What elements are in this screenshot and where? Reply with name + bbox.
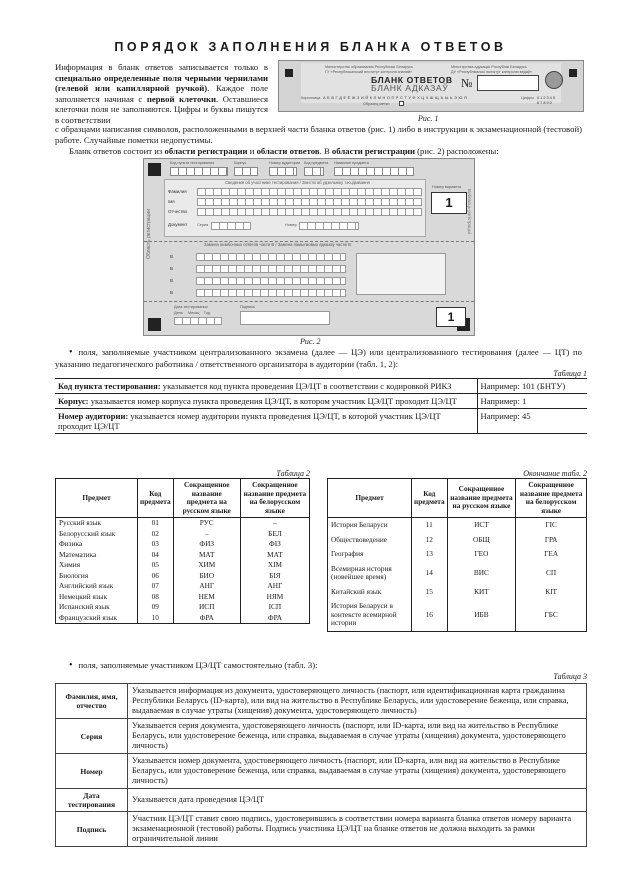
cell-subject: Французский язык — [56, 613, 138, 624]
cell-ru-abbr: НЕМ — [173, 592, 240, 603]
cell-subject: История Беларуси в контексте всемирной истории — [328, 599, 412, 631]
structure-bold-text: области ответов — [256, 146, 320, 156]
col-label-room: Номер аудитории — [269, 161, 301, 165]
cell-code: 14 — [412, 562, 448, 585]
table-row — [56, 789, 587, 812]
cell-code: 15 — [412, 585, 448, 600]
cell-code: 13 — [412, 547, 448, 562]
cell-code: 07 — [138, 581, 174, 592]
table-cell: Например: 45 — [477, 409, 587, 434]
mark-sample-label: Образец метки — [363, 102, 390, 106]
label-series: Серия — [197, 223, 209, 227]
cell-code: 12 — [412, 533, 448, 548]
row-description: Указывается серия документа, удостоверяющего личность (паспорт, или ID-карта, или вид на жительство в Республике Беларусь, или удостоверение беженца, или справка, выдаваемая в случае утраты (хищения) документа, удостоверяющего личность) — [128, 719, 587, 754]
header-subject: Предмет — [56, 479, 138, 518]
registration-mark — [148, 163, 161, 176]
cell-by-abbr: КІТ — [516, 585, 587, 600]
cell-ru-abbr: ВИС — [447, 562, 516, 585]
page-title: ПОРЯДОК ЗАПОЛНЕНИЯ БЛАНКА ОТВЕТОВ — [114, 40, 507, 54]
figure-2-caption: Рис. 2 — [300, 337, 321, 346]
figure-2-registration-area — [143, 158, 475, 336]
intro-bold-text: специально определенные поля черными чернилами (гелевой или капиллярной ручкой) — [55, 72, 268, 94]
row-heading: Номер — [56, 754, 128, 789]
participant-header: Сведения об участнике тестирования / Звесткі аб удзельніку тэсціравання — [225, 180, 370, 185]
col-label-building: Корпус — [234, 161, 247, 165]
cell-subject: Биология — [56, 571, 138, 582]
cell-code: 01 — [138, 518, 174, 529]
table-2-continuation — [327, 478, 587, 632]
registration-mark — [148, 318, 161, 331]
replace-field — [196, 289, 346, 297]
table-row — [328, 518, 587, 533]
table-cell: Например: 1 — [477, 394, 587, 409]
table-row — [328, 533, 587, 548]
digits-sample-2: 6 7 8 9 0 — [537, 101, 552, 105]
table-row — [56, 529, 310, 540]
table-row — [55, 379, 587, 394]
row-description: Участник ЦЭ/ЦТ ставит свою подпись, удостоверившись в соответствии номера варианта бланка ответов номеру варианта экзаменационной (тестовой) работы. Подпись участника ЦЭ/ЦТ на бланке ответов не должна выходить за рамки ограничительной линии — [128, 812, 587, 847]
description: указывается номер корпуса пункта проведения ЦЭ/ЦТ, в котором участник ЦЭ/ЦТ проходит ЦЭ/ЦТ — [88, 396, 457, 406]
table-2b-caption: Окончание табл. 2 — [523, 469, 587, 478]
series-field — [211, 222, 251, 230]
cell-by-abbr: МАТ — [240, 550, 309, 561]
structure-paragraph — [55, 146, 582, 157]
name-field — [197, 198, 422, 206]
cell-ru-abbr: РУС — [173, 518, 240, 529]
cell-code: 06 — [138, 571, 174, 582]
subject-name-field — [334, 167, 414, 176]
intro-continuation — [55, 124, 582, 145]
row-heading: Дата тестирования — [56, 789, 128, 812]
digits-label: Цифры — [521, 96, 534, 100]
header-ru-abbr: Сокращенное название предмета на русском языке — [173, 479, 240, 518]
date-year-label: Год — [204, 311, 211, 315]
table-row — [56, 754, 587, 789]
cell-by-abbr: БЕЛ — [240, 529, 309, 540]
cell-subject: Всемирная история (новейшее время) — [328, 562, 412, 585]
row-heading: Серия — [56, 719, 128, 754]
table-1 — [55, 378, 587, 434]
header-code: Код предмета — [138, 479, 174, 518]
figure-1-inner — [301, 63, 561, 106]
mark-sample-box — [399, 101, 404, 106]
cell-subject: Испанский язык — [56, 602, 138, 613]
sheet-number-box — [477, 75, 539, 91]
alphabet-label: Кириллица — [301, 96, 321, 100]
label-surname: Фамилия — [168, 189, 187, 194]
table-row — [55, 394, 587, 409]
table-row — [56, 613, 310, 624]
table-row — [328, 599, 587, 631]
cell-by-abbr: ФРА — [240, 613, 309, 624]
table-cell — [55, 379, 477, 394]
description: указывается код пункта проведения ЦЭ/ЦТ в соответствии с кодировкой РИКЗ — [160, 381, 452, 391]
cell-subject: Русский язык — [56, 518, 138, 529]
cell-ru-abbr: КИТ — [447, 585, 516, 600]
term: Корпус: — [58, 396, 89, 406]
date-label: Дата тестирования — [174, 305, 208, 309]
col-label-subject-code: Код предмета — [304, 161, 329, 165]
table-cell — [55, 409, 477, 434]
variant-label: Номер варианта — [432, 185, 462, 189]
cell-by-abbr: ГРА — [516, 533, 587, 548]
col-label-test-point: Код пункта тестирования — [170, 161, 215, 165]
table-row — [56, 539, 310, 550]
header-subject: Предмет — [328, 479, 412, 518]
header-code: Код предмета — [412, 479, 448, 518]
cell-by-abbr: АНГ — [240, 581, 309, 592]
table-3-caption: Таблица 3 — [553, 672, 587, 681]
cell-by-abbr: СП — [516, 562, 587, 585]
date-day-label: День — [174, 311, 183, 315]
cell-by-abbr: ГЕА — [516, 547, 587, 562]
participant-block — [164, 179, 426, 237]
table-cell: Например: 101 (БНТУ) — [477, 379, 587, 394]
row-heading: Подпись — [56, 812, 128, 847]
label-document: Документ — [168, 222, 188, 227]
structure-bold-text: области регистрации — [164, 146, 248, 156]
row-heading: Фамилия, имя, отчество — [56, 684, 128, 719]
intro-text: . Каждое поле заполняется начиная с — [55, 83, 268, 104]
replace-field — [196, 277, 346, 285]
table-row — [56, 571, 310, 582]
replace-field — [196, 265, 346, 273]
table-row — [56, 560, 310, 571]
table-2-caption: Таблица 2 — [276, 469, 310, 478]
table-2b-body — [328, 518, 587, 632]
table-row — [328, 562, 587, 585]
replace-row-label: В — [170, 290, 174, 295]
table-header-row — [328, 479, 587, 518]
cell-ru-abbr: ИСП — [173, 602, 240, 613]
description: указывается номер аудитории пункта проведения ЦЭ/ЦТ, в которой участник ЦЭ/ЦТ проходит ЦЭ/ЦТ — [58, 411, 441, 431]
registration-mark — [285, 69, 293, 77]
bullet-2: • поля, заполняемые участником ЦЭ/ЦТ самостоятельно (табл. 3): — [55, 660, 582, 672]
intro-text: . Оставшиеся клеточки поля не заполняются. Цифры и буквы пишутся в соответствии — [55, 93, 268, 125]
form-title-by: БЛАНК АДКАЗАЎ — [371, 83, 449, 93]
cell-by-abbr: ХІМ — [240, 560, 309, 571]
intro-paragraph — [55, 62, 268, 126]
cell-subject: Английский язык — [56, 581, 138, 592]
cell-code: 10 — [138, 613, 174, 624]
variant-number-box-bottom: 1 — [436, 307, 466, 327]
cell-ru-abbr: ФИЗ — [173, 539, 240, 550]
ministry-header-by: Міністэрства адукацыі Рэспублікі Беларусь ДУ «Рэспубліканскі інстытут кантролю ведаў» — [451, 65, 533, 74]
cell-subject: Физика — [56, 539, 138, 550]
intro-bold-text: первой клеточки — [146, 93, 216, 104]
cell-subject: История Беларуси — [328, 518, 412, 533]
table-row — [56, 684, 587, 719]
room-field — [269, 167, 297, 176]
table-row — [56, 592, 310, 603]
registration-side-label: Область регистрации — [146, 209, 152, 259]
table-row — [56, 812, 587, 847]
cell-ru-abbr: БИО — [173, 571, 240, 582]
replace-row-label: В — [170, 266, 174, 271]
table-1-caption: Таблица 1 — [553, 369, 587, 378]
row-description: Указывается информация из документа, удостоверяющего личность (паспорт, или идентификационная карта гражданина Республики Беларусь (ID-карта), или вид на жительство в Республике Беларусь, или удостоверение беженца, или справка, выдаваемая в случае утраты (хищения) документа, удостоверяющего личность) — [128, 684, 587, 719]
table-row — [56, 518, 310, 529]
structure-bold-text: области регистрации — [331, 146, 415, 156]
cell-ru-abbr: – — [173, 529, 240, 540]
cell-code: 08 — [138, 592, 174, 603]
cell-ru-abbr: ФРА — [173, 613, 240, 624]
replace-row-label: В — [170, 254, 174, 259]
structure-text: . В — [319, 146, 332, 156]
table-cell — [55, 394, 477, 409]
figure-1-caption: Рис. 1 — [418, 114, 439, 123]
cell-by-abbr: НЯМ — [240, 592, 309, 603]
table-row — [56, 602, 310, 613]
intro-text: Информация в бланк ответов записывается только в — [55, 62, 268, 72]
header-ru-abbr: Сокращенное название предмета на русском языке — [447, 479, 516, 518]
cell-ru-abbr: ОБЩ — [447, 533, 516, 548]
cell-ru-abbr: ХИМ — [173, 560, 240, 571]
cell-code: 09 — [138, 602, 174, 613]
date-field — [174, 317, 222, 325]
number-field — [299, 222, 359, 230]
cell-code: 03 — [138, 539, 174, 550]
table-2-body — [56, 518, 310, 624]
number-sign: № — [461, 76, 473, 90]
cell-ru-abbr: ГЕО — [447, 547, 516, 562]
header-by-abbr: Сокращенное название предмета на белорусском языке — [516, 479, 587, 518]
ministry-header-ru: Министерство образования Республики Беларусь ГУ «Республиканский институт контроля знаний» — [325, 65, 413, 74]
structure-text: Бланк ответов состоит из — [69, 146, 165, 156]
table-3-body — [56, 684, 587, 847]
table-row — [56, 719, 587, 754]
cell-by-abbr: БІЯ — [240, 571, 309, 582]
signature-label: Подпись — [240, 305, 256, 309]
seal-icon — [545, 71, 563, 89]
term: Номер аудитории: — [58, 411, 129, 421]
cell-ru-abbr: АНГ — [173, 581, 240, 592]
bullet-1: • поля, заполняемые участником централизованного экзамена (далее — ЦЭ) или централизованного тестирования (далее — ЦТ) по указанию педагогического работника / ответственного организатора в аудитории (табл. 1, 2): — [55, 347, 582, 369]
subject-code-field — [304, 167, 324, 176]
row-description: Указывается дата проведения ЦЭ/ЦТ — [128, 789, 587, 812]
registration-mark — [569, 69, 577, 77]
cell-by-abbr: ГБС — [516, 599, 587, 631]
cell-subject: Химия — [56, 560, 138, 571]
cell-subject: Китайский язык — [328, 585, 412, 600]
table-2 — [55, 478, 310, 624]
surname-field — [197, 188, 422, 196]
table-3 — [55, 683, 587, 847]
cell-ru-abbr: ИСТ — [447, 518, 516, 533]
table-row — [56, 550, 310, 561]
header-by-abbr: Сокращенное название предмета на белорусском языке — [240, 479, 309, 518]
intro-text: с образцами написания символов, расположенными в верхней части бланка ответов (рис. 1) либо в инструкции к экзаменационной (тестовой) работе. Случайные пометки недопустимы. — [55, 124, 582, 145]
label-name: Імя — [168, 199, 175, 204]
structure-text: (рис. 2) расположены: — [414, 146, 499, 156]
cell-code: 04 — [138, 550, 174, 561]
replace-instructions-box — [356, 253, 446, 295]
cell-by-abbr: – — [240, 518, 309, 529]
cell-code: 16 — [412, 599, 448, 631]
cell-code: 05 — [138, 560, 174, 571]
cell-by-abbr: ІСП — [240, 602, 309, 613]
table-row — [55, 409, 587, 434]
cell-subject: Математика — [56, 550, 138, 561]
building-field — [234, 167, 258, 176]
cell-ru-abbr: ИБВ — [447, 599, 516, 631]
form-title-ru: БЛАНК ОТВЕТОВ — [371, 75, 453, 85]
cell-by-abbr: ГІС — [516, 518, 587, 533]
term: Код пункта тестирования: — [58, 381, 161, 391]
table-row — [328, 547, 587, 562]
table-row — [328, 585, 587, 600]
cell-subject: Обществоведение — [328, 533, 412, 548]
signature-field — [240, 311, 330, 325]
cell-ru-abbr: МАТ — [173, 550, 240, 561]
cell-code: 02 — [138, 529, 174, 540]
cell-subject: Белорусский язык — [56, 529, 138, 540]
figure-1-answer-sheet-header — [278, 60, 584, 112]
label-number: Номер — [285, 223, 297, 227]
alphabet-samples: А Б В Г Д Е Ё Ж З И Й К Л М Н О П Р С Т У Ф Х Ц Ч Ш Щ Ъ Ы Ь Э Ю Я — [323, 96, 468, 100]
cell-code: 11 — [412, 518, 448, 533]
table-header-row — [56, 479, 310, 518]
cell-subject: Немецкий язык — [56, 592, 138, 603]
registration-side-label-by: Вобласць рэгістрацыі — [467, 189, 472, 234]
patronymic-field — [197, 208, 422, 216]
replace-row-label: В — [170, 278, 174, 283]
cell-by-abbr: ФІЗ — [240, 539, 309, 550]
label-patronymic: Отчество — [168, 209, 188, 214]
date-month-label: Месяц — [188, 311, 200, 315]
digits-sample-1: 0 1 2 3 4 5 — [537, 96, 555, 100]
table-row — [56, 581, 310, 592]
test-point-field — [170, 167, 228, 176]
cell-subject: География — [328, 547, 412, 562]
replace-field — [196, 253, 346, 261]
row-description: Указывается номер документа, удостоверяющего личность (паспорт, или ID-карта, или вид на жительство в Республике Беларусь, или удостоверение беженца, или справка, выдаваемая в случае утраты (хищения) документа, удостоверяющего личность) — [128, 754, 587, 789]
structure-text: и — [247, 146, 257, 156]
variant-number-box: 1 — [431, 192, 467, 214]
col-label-subject-name: Название предмета — [334, 161, 369, 165]
replace-header: Замена ошибочных ответов части В / Замена памылковых адказаў часткі В — [204, 242, 351, 247]
area-divider — [144, 301, 474, 302]
